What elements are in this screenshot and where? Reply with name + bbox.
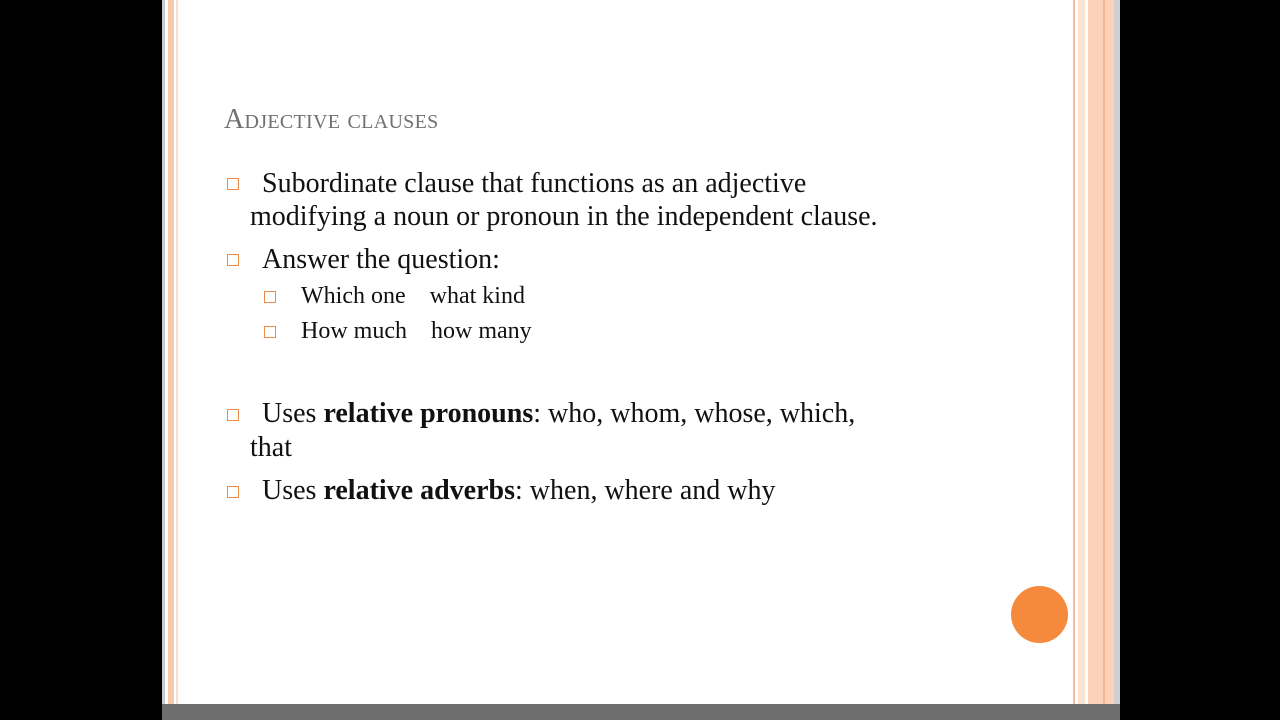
bottom-bar (162, 704, 1120, 720)
right-border-stripe (1114, 0, 1120, 705)
right-border-stripe (1088, 0, 1114, 705)
slide-title: Adjective clauses (224, 104, 439, 135)
bullet-prefix: Uses (262, 475, 324, 506)
bullet-square-icon (227, 178, 239, 190)
right-border-stripe (1103, 0, 1105, 705)
bullet-text: Subordinate clause that functions as an adjective (262, 168, 807, 199)
left-border-stripe (168, 0, 174, 705)
bullet-suffix: : when, where and why (515, 475, 776, 506)
right-border-stripe (1078, 0, 1085, 705)
bullet-bold-term: relative adverbs (323, 475, 516, 506)
bullet-suffix: : who, whom, whose, which, (533, 398, 856, 429)
slide (162, 0, 1120, 720)
bullet-text (262, 397, 855, 430)
sub-bullet-square-icon (264, 291, 276, 303)
sub-bullet-term: Which one (301, 283, 406, 309)
bullet-text (262, 474, 776, 507)
bullet-bold-term: relative pronouns (323, 398, 534, 429)
bullet-continuation: modifying a noun or pronoun in the independent clause. (250, 201, 878, 232)
sub-bullet-text (301, 317, 532, 345)
sub-bullet-term: How much (301, 318, 407, 344)
bullet-prefix: Uses (262, 398, 324, 429)
bullet-text: Answer the question: (262, 244, 500, 275)
bullet-square-icon (227, 409, 239, 421)
bullet-continuation: that (250, 432, 292, 463)
bullet-square-icon (227, 254, 239, 266)
orange-circle-icon (1011, 586, 1068, 643)
right-border-stripe (1073, 0, 1075, 705)
sub-bullet-text (301, 282, 525, 310)
left-border-stripe (176, 0, 178, 705)
sub-bullet-square-icon (264, 326, 276, 338)
sub-bullet-term: what kind (429, 283, 525, 309)
bullet-square-icon (227, 486, 239, 498)
left-border-stripe (162, 0, 165, 705)
sub-bullet-term: how many (430, 318, 532, 344)
